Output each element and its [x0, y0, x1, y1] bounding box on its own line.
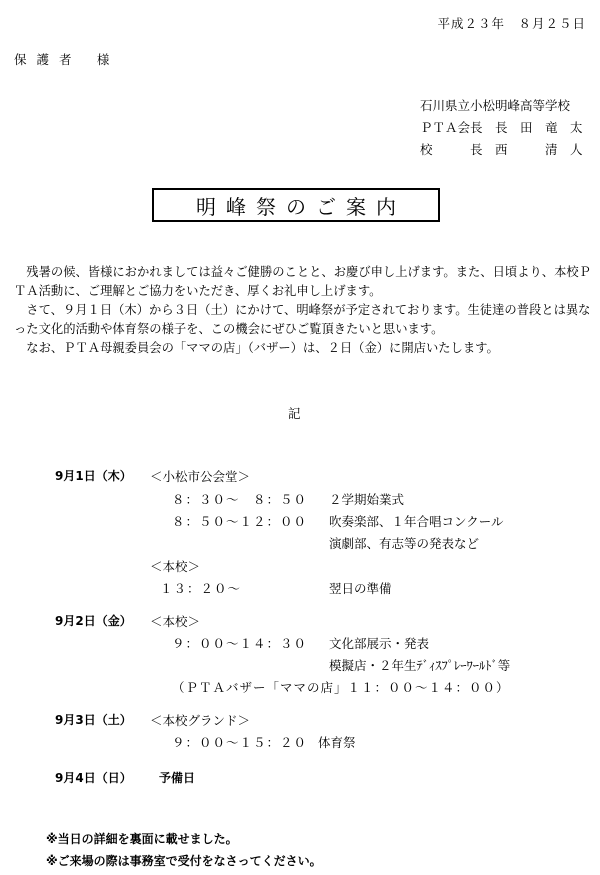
- day2-date: 9月2日（金）: [55, 614, 132, 628]
- day2-venue: ＜本校＞: [150, 614, 201, 629]
- document-date: 平成２３年 ８月２５日: [437, 16, 586, 31]
- day4-label: 予備日: [159, 771, 196, 785]
- title-box: [152, 188, 440, 222]
- note-1: ※当日の詳細を裏面に載せました。: [46, 832, 238, 846]
- day1-event-2b: 演劇部、有志等の発表など: [329, 536, 480, 551]
- day1-time-2: ８：５０～１２：００: [172, 514, 308, 529]
- day3-date: 9月3日（土）: [55, 713, 132, 727]
- school-name: 石川県立小松明峰高等学校: [420, 98, 571, 113]
- day2-event-1a: 文化部展示・発表: [329, 636, 430, 651]
- intro-paragraph-2: さて、９月１日（木）から３日（土）にかけて、明峰祭が予定されております。生徒達の普段とは異なった文化的活動や体育祭の様子を、この機会にぜひご覧頂きたいと思います。: [14, 303, 591, 336]
- day3-venue: ＜本校グランド＞: [150, 713, 251, 728]
- day3-event-1: 体育祭: [318, 735, 356, 750]
- day1-venue-hall: ＜小松市公会堂＞: [150, 469, 251, 484]
- recipient: 保 護 者 様: [14, 52, 113, 67]
- day1-time-1: ８：３０～ ８：５０: [172, 492, 308, 507]
- day3-time-1: ９：００～１５：２０: [172, 735, 308, 750]
- ki-heading: 記: [288, 406, 301, 421]
- principal: 校 長 西 清 人: [420, 142, 583, 157]
- sender-block: [420, 95, 583, 161]
- day1-time-3: １３：２０～: [160, 581, 242, 596]
- intro-text: [14, 263, 592, 358]
- intro-paragraph-3: なお、ＰＴＡ母親委員会の「ママの店」（バザー）は、２日（金）に開店いたします。: [14, 341, 499, 355]
- day1-event-3: 翌日の準備: [329, 581, 392, 596]
- day1-event-2a: 吹奏楽部、１年合唱コンクール: [329, 514, 504, 529]
- intro-paragraph-1: 残暑の候、皆様におかれましては益々ご健勝のことと、お慶び申し上げます。また、日頃より、本校ＰＴＡ活動に、ご理解とご協力をいただき、厚くお礼申し上げます。: [14, 265, 591, 298]
- day1-event-1: ２学期始業式: [329, 492, 405, 507]
- day1-venue-school: ＜本校＞: [150, 559, 201, 574]
- day2-time-1: ９：００～１４：３０: [172, 636, 308, 651]
- document-title: 明峰祭のご案内: [196, 194, 406, 219]
- note-2: ※ご来場の際は事務室で受付をなさってください。: [46, 854, 322, 868]
- pta-president: ＰＴＡ会長 長 田 竜 太: [420, 120, 583, 135]
- day2-event-1b: 模擬店・２年生ﾃﾞｨｽﾌﾟﾚｰﾜｰﾙﾄﾞ等: [329, 658, 511, 673]
- day4-date: 9月4日（日）: [55, 771, 132, 785]
- day1-date: 9月1日（木）: [55, 469, 132, 483]
- day2-bazaar: （ＰＴＡバザー「ママの店」１１：００～１４：００）: [172, 680, 510, 695]
